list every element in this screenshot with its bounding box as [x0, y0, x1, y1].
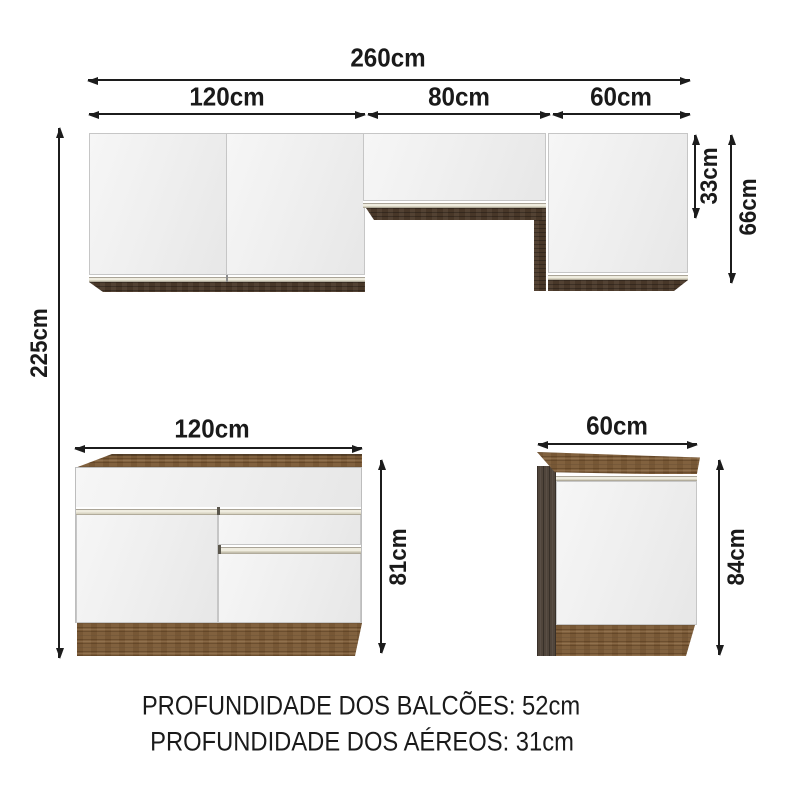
- dim-total-height-label: 225cm: [26, 308, 53, 378]
- dim-base-left-height-label: 81cm: [385, 528, 412, 586]
- base-left-drawer: [218, 515, 361, 545]
- upper-left-wood-bottom: [89, 282, 365, 292]
- upper-left-strip-divider: [226, 275, 228, 282]
- base-left-countertop: [75, 454, 362, 468]
- dim-upper-height-label: 66cm: [735, 178, 762, 236]
- dim-upper-left-width-label: 120cm: [189, 81, 265, 112]
- dim-upper-left-width-arrow: [89, 113, 365, 115]
- dim-base-left-height-arrow: [380, 460, 382, 653]
- base-left-strip-top-tick: [217, 507, 220, 515]
- dim-base-left-width-label: 120cm: [174, 413, 250, 444]
- dim-base-right-width-arrow: [538, 443, 697, 445]
- base-right-countertop: [537, 452, 700, 475]
- niche-wood-post: [534, 220, 546, 291]
- base-left-handle-strip-mid: [218, 545, 361, 554]
- dim-upper-right-width-label: 60cm: [590, 81, 652, 112]
- upper-right-door: [548, 133, 688, 273]
- base-left-sink-front: [76, 468, 361, 507]
- base-right-kick-plate: [556, 625, 695, 656]
- depth-note-aereos: PROFUNDIDADE DOS AÉREOS: 31cm: [150, 726, 574, 757]
- depth-note-balcoes: PROFUNDIDADE DOS BALCÕES: 52cm: [141, 690, 581, 721]
- dim-base-right-height-arrow: [718, 460, 720, 655]
- upper-middle-handle-strip: [363, 201, 546, 208]
- base-right-door: [556, 481, 697, 625]
- base-left-bottom-front: [218, 554, 361, 623]
- base-left-door: [76, 515, 218, 623]
- base-right-side-panel: [537, 466, 556, 656]
- dim-upper-mid-width-label: 80cm: [428, 81, 490, 112]
- upper-left-door-1: [89, 133, 227, 275]
- niche-wood-shelf: [366, 208, 546, 220]
- base-left-kick-plate: [77, 623, 362, 656]
- dim-upper-mid-height-label: 33cm: [696, 147, 723, 205]
- upper-middle-door: [363, 133, 546, 201]
- dim-base-right-height-label: 84cm: [723, 528, 750, 586]
- dim-base-left-width-arrow: [75, 447, 362, 449]
- dim-upper-mid-width-arrow: [368, 113, 550, 115]
- base-left-strip-mid-tick: [218, 545, 221, 554]
- upper-right-wood-bottom: [548, 280, 688, 291]
- upper-right-handle-strip: [548, 273, 688, 280]
- dim-total-width-label: 260cm: [350, 42, 426, 73]
- base-right-handle-strip: [556, 474, 697, 481]
- upper-left-door-2: [226, 133, 365, 275]
- dim-upper-right-width-arrow: [553, 113, 690, 115]
- dim-total-height-arrow: [58, 128, 60, 658]
- dim-upper-height-arrow: [730, 135, 732, 283]
- dim-base-right-width-label: 60cm: [586, 410, 648, 441]
